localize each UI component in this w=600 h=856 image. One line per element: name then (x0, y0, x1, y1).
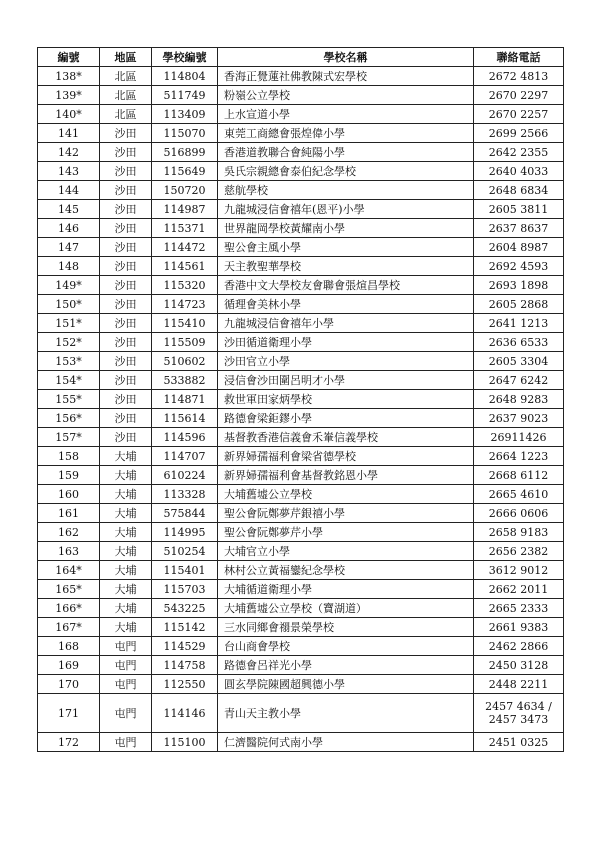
cell-school-code: 115320 (152, 276, 218, 295)
cell-school-code: 115614 (152, 409, 218, 428)
table-row (38, 314, 564, 333)
cell-phone (474, 694, 564, 733)
table-row (38, 371, 564, 390)
phone-number: 2457 4634 / (485, 700, 552, 713)
cell-district: 沙田 (100, 200, 152, 219)
cell-number: 146 (38, 219, 100, 238)
cell-school-name: 東莞工商總會張煌偉小學 (218, 124, 474, 143)
cell-phone (474, 466, 564, 485)
cell-phone (474, 390, 564, 409)
cell-school-name: 香港中文大學校友會聯會張煊昌學校 (218, 276, 474, 295)
cell-school-name: 基督教香港信義會禾輋信義學校 (218, 428, 474, 447)
cell-phone (474, 580, 564, 599)
phone-number: 2656 2382 (488, 544, 549, 558)
cell-school-name: 慈航學校 (218, 181, 474, 200)
phone-number: 3612 9012 (488, 563, 549, 577)
cell-number: 151* (38, 314, 100, 333)
cell-school-name: 圓玄學院陳國超興德小學 (218, 675, 474, 694)
table-row (38, 618, 564, 637)
cell-district: 沙田 (100, 143, 152, 162)
cell-phone (474, 485, 564, 504)
cell-school-code: 114804 (152, 67, 218, 86)
cell-district: 大埔 (100, 504, 152, 523)
table-row (38, 390, 564, 409)
cell-phone (474, 181, 564, 200)
phone-number: 2636 6533 (488, 335, 549, 349)
cell-district: 沙田 (100, 333, 152, 352)
cell-school-code: 115142 (152, 618, 218, 637)
school-table (37, 47, 564, 752)
phone-number: 26911426 (490, 430, 547, 444)
cell-district: 北區 (100, 86, 152, 105)
cell-phone (474, 523, 564, 542)
cell-number: 155* (38, 390, 100, 409)
cell-number: 152* (38, 333, 100, 352)
phone-number: 2670 2297 (488, 88, 549, 102)
cell-phone (474, 86, 564, 105)
cell-school-code: 511749 (152, 86, 218, 105)
cell-school-name: 上水宣道小學 (218, 105, 474, 124)
cell-district: 大埔 (100, 599, 152, 618)
cell-school-code: 114561 (152, 257, 218, 276)
cell-school-code: 113328 (152, 485, 218, 504)
cell-phone (474, 733, 564, 752)
cell-phone (474, 124, 564, 143)
cell-school-name: 仁濟醫院何式南小學 (218, 733, 474, 752)
cell-school-code: 115509 (152, 333, 218, 352)
cell-school-name: 大埔舊墟公立學校 (218, 485, 474, 504)
cell-phone (474, 67, 564, 86)
table-row (38, 295, 564, 314)
cell-school-name: 天主教聖華學校 (218, 257, 474, 276)
cell-district: 沙田 (100, 371, 152, 390)
cell-number: 148 (38, 257, 100, 276)
cell-number: 144 (38, 181, 100, 200)
cell-school-code: 150720 (152, 181, 218, 200)
cell-district: 北區 (100, 105, 152, 124)
phone-number: 2664 1223 (488, 449, 549, 463)
phone-number: 2693 1898 (488, 278, 549, 292)
phone-number: 2451 0325 (488, 735, 549, 749)
phone-number: 2637 8637 (488, 221, 549, 235)
table-row (38, 694, 564, 733)
cell-school-code: 114723 (152, 295, 218, 314)
cell-school-name: 九龍城浸信會禧年(恩平)小學 (218, 200, 474, 219)
cell-district: 屯門 (100, 694, 152, 733)
cell-school-name: 大埔循道衛理小學 (218, 580, 474, 599)
cell-school-name: 新界婦孺福利會基督教銘恩小學 (218, 466, 474, 485)
cell-school-code: 114758 (152, 656, 218, 675)
cell-school-name: 大埔舊墟公立學校（寶湖道） (218, 599, 474, 618)
cell-phone (474, 295, 564, 314)
cell-district: 沙田 (100, 238, 152, 257)
cell-school-code: 114472 (152, 238, 218, 257)
phone-number: 2658 9183 (488, 525, 549, 539)
cell-school-code: 114871 (152, 390, 218, 409)
cell-district: 大埔 (100, 618, 152, 637)
cell-school-code: 115070 (152, 124, 218, 143)
header-school-name: 學校名稱 (218, 48, 474, 67)
cell-district: 沙田 (100, 181, 152, 200)
cell-number: 153* (38, 352, 100, 371)
phone-number: 2668 6112 (488, 468, 549, 482)
cell-school-code: 543225 (152, 599, 218, 618)
cell-school-code: 114707 (152, 447, 218, 466)
phone-number: 2641 1213 (488, 316, 549, 330)
phone-number: 2670 2257 (488, 107, 549, 121)
phone-number: 2662 2011 (488, 582, 549, 596)
cell-number: 168 (38, 637, 100, 656)
cell-school-code: 114529 (152, 637, 218, 656)
cell-school-code: 610224 (152, 466, 218, 485)
cell-school-code: 115703 (152, 580, 218, 599)
table-row (38, 238, 564, 257)
cell-phone (474, 504, 564, 523)
cell-school-code: 516899 (152, 143, 218, 162)
cell-school-code: 112550 (152, 675, 218, 694)
cell-number: 139* (38, 86, 100, 105)
cell-phone (474, 352, 564, 371)
cell-number: 158 (38, 447, 100, 466)
cell-number: 154* (38, 371, 100, 390)
phone-number: 2462 2866 (488, 639, 549, 653)
cell-number: 147 (38, 238, 100, 257)
cell-school-code: 510254 (152, 542, 218, 561)
table-row (38, 542, 564, 561)
cell-school-name: 林村公立黃福鑾紀念學校 (218, 561, 474, 580)
phone-number: 2642 2355 (488, 145, 549, 159)
phone-number: 2692 4593 (488, 259, 549, 273)
cell-school-name: 沙田循道衛理小學 (218, 333, 474, 352)
cell-number: 171 (38, 694, 100, 733)
cell-district: 沙田 (100, 257, 152, 276)
cell-school-name: 聖公會阮鄭夢芹小學 (218, 523, 474, 542)
cell-school-name: 聖公會阮鄭夢芹銀禧小學 (218, 504, 474, 523)
table-row (38, 561, 564, 580)
phone-number: 2605 3304 (488, 354, 549, 368)
table-header-row (38, 48, 564, 67)
cell-number: 149* (38, 276, 100, 295)
header-district: 地區 (100, 48, 152, 67)
cell-school-name: 三水同鄉會禤景榮學校 (218, 618, 474, 637)
table-row (38, 124, 564, 143)
phone-number: 2665 4610 (488, 487, 549, 501)
cell-number: 156* (38, 409, 100, 428)
cell-district: 沙田 (100, 124, 152, 143)
phone-number: 2605 2868 (488, 297, 549, 311)
phone-number: 2448 2211 (488, 677, 549, 691)
cell-district: 大埔 (100, 447, 152, 466)
cell-school-name: 沙田官立小學 (218, 352, 474, 371)
cell-school-name: 粉嶺公立學校 (218, 86, 474, 105)
cell-district: 沙田 (100, 352, 152, 371)
cell-phone (474, 656, 564, 675)
cell-number: 141 (38, 124, 100, 143)
cell-phone (474, 542, 564, 561)
table-row (38, 257, 564, 276)
cell-phone (474, 257, 564, 276)
phone-number: 2666 0606 (488, 506, 549, 520)
cell-phone (474, 409, 564, 428)
cell-number: 160 (38, 485, 100, 504)
phone-number: 2450 3128 (488, 658, 549, 672)
cell-district: 沙田 (100, 295, 152, 314)
cell-school-code: 115410 (152, 314, 218, 333)
cell-number: 143 (38, 162, 100, 181)
cell-district: 大埔 (100, 466, 152, 485)
cell-district: 沙田 (100, 409, 152, 428)
table-row (38, 409, 564, 428)
cell-school-name: 路德會梁鉅鏐小學 (218, 409, 474, 428)
cell-district: 沙田 (100, 276, 152, 295)
table-row (38, 105, 564, 124)
table-row (38, 656, 564, 675)
cell-district: 大埔 (100, 523, 152, 542)
phone-number: 2699 2566 (488, 126, 549, 140)
cell-phone (474, 428, 564, 447)
cell-school-code: 114987 (152, 200, 218, 219)
cell-phone (474, 561, 564, 580)
cell-school-code: 115401 (152, 561, 218, 580)
cell-phone (474, 637, 564, 656)
cell-district: 屯門 (100, 656, 152, 675)
cell-district: 北區 (100, 67, 152, 86)
cell-phone (474, 371, 564, 390)
cell-number: 170 (38, 675, 100, 694)
cell-district: 大埔 (100, 485, 152, 504)
cell-school-code: 575844 (152, 504, 218, 523)
cell-phone (474, 675, 564, 694)
cell-school-name: 九龍城浸信會禧年小學 (218, 314, 474, 333)
cell-phone (474, 618, 564, 637)
header-phone: 聯絡電話 (474, 48, 564, 67)
table-row (38, 504, 564, 523)
cell-number: 150* (38, 295, 100, 314)
table-row (38, 466, 564, 485)
cell-school-code: 114596 (152, 428, 218, 447)
table-row (38, 276, 564, 295)
cell-district: 屯門 (100, 675, 152, 694)
cell-phone (474, 333, 564, 352)
cell-phone (474, 447, 564, 466)
cell-number: 166* (38, 599, 100, 618)
table-row (38, 143, 564, 162)
cell-phone (474, 238, 564, 257)
phone-number: 2604 8987 (488, 240, 549, 254)
cell-number: 165* (38, 580, 100, 599)
cell-school-code: 113409 (152, 105, 218, 124)
cell-phone (474, 143, 564, 162)
cell-phone (474, 276, 564, 295)
cell-school-name: 香海正覺蓮社佛教陳式宏學校 (218, 67, 474, 86)
cell-number: 169 (38, 656, 100, 675)
phone-number: 2605 3811 (488, 202, 549, 216)
table-row (38, 637, 564, 656)
cell-number: 159 (38, 466, 100, 485)
cell-school-name: 台山商會學校 (218, 637, 474, 656)
table-row (38, 219, 564, 238)
table-row (38, 67, 564, 86)
phone-number: 2665 2333 (488, 601, 549, 615)
cell-number: 172 (38, 733, 100, 752)
cell-school-name: 路德會呂祥光小學 (218, 656, 474, 675)
cell-number: 167* (38, 618, 100, 637)
cell-district: 沙田 (100, 428, 152, 447)
cell-number: 142 (38, 143, 100, 162)
cell-district: 沙田 (100, 219, 152, 238)
phone-number: 2637 9023 (488, 411, 549, 425)
header-number: 編號 (38, 48, 100, 67)
cell-school-code: 115371 (152, 219, 218, 238)
cell-school-code: 114995 (152, 523, 218, 542)
cell-number: 162 (38, 523, 100, 542)
cell-number: 140* (38, 105, 100, 124)
cell-phone (474, 105, 564, 124)
cell-school-name: 循理會美林小學 (218, 295, 474, 314)
document-page (37, 47, 563, 752)
header-school-code: 學校編號 (152, 48, 218, 67)
table-row (38, 200, 564, 219)
cell-phone (474, 200, 564, 219)
cell-school-name: 新界婦孺福利會梁省德學校 (218, 447, 474, 466)
cell-district: 大埔 (100, 542, 152, 561)
cell-number: 145 (38, 200, 100, 219)
table-row (38, 181, 564, 200)
cell-school-code: 533882 (152, 371, 218, 390)
cell-school-code: 510602 (152, 352, 218, 371)
cell-phone (474, 162, 564, 181)
phone-number: 2672 4813 (488, 69, 549, 83)
cell-number: 138* (38, 67, 100, 86)
table-row (38, 485, 564, 504)
cell-school-name: 聖公會主風小學 (218, 238, 474, 257)
cell-district: 沙田 (100, 314, 152, 333)
table-row (38, 352, 564, 371)
cell-number: 163 (38, 542, 100, 561)
cell-district: 沙田 (100, 162, 152, 181)
cell-district: 大埔 (100, 580, 152, 599)
table-row (38, 428, 564, 447)
table-row (38, 675, 564, 694)
cell-phone (474, 314, 564, 333)
cell-school-name: 大埔官立小學 (218, 542, 474, 561)
table-body (38, 67, 564, 752)
cell-school-name: 救世軍田家炳學校 (218, 390, 474, 409)
cell-number: 157* (38, 428, 100, 447)
cell-school-name: 世界龍岡學校黃耀南小學 (218, 219, 474, 238)
table-row (38, 333, 564, 352)
table-row (38, 599, 564, 618)
phone-number: 2457 3473 (488, 713, 549, 726)
cell-school-code: 115649 (152, 162, 218, 181)
cell-number: 161 (38, 504, 100, 523)
table-row (38, 447, 564, 466)
table-row (38, 162, 564, 181)
phone-number: 2648 6834 (488, 183, 549, 197)
cell-district: 屯門 (100, 733, 152, 752)
table-row (38, 86, 564, 105)
cell-school-name: 青山天主教小學 (218, 694, 474, 733)
phone-number: 2661 9383 (488, 620, 549, 634)
cell-school-name: 吳氏宗親總會泰伯紀念學校 (218, 162, 474, 181)
cell-school-code: 114146 (152, 694, 218, 733)
cell-phone (474, 599, 564, 618)
phone-number: 2648 9283 (488, 392, 549, 406)
cell-district: 屯門 (100, 637, 152, 656)
table-row (38, 580, 564, 599)
phone-number: 2640 4033 (488, 164, 549, 178)
cell-number: 164* (38, 561, 100, 580)
phone-number: 2647 6242 (488, 373, 549, 387)
cell-school-code: 115100 (152, 733, 218, 752)
table-row (38, 733, 564, 752)
cell-phone (474, 219, 564, 238)
cell-school-name: 香港道教聯合會純陽小學 (218, 143, 474, 162)
table-row (38, 523, 564, 542)
cell-district: 沙田 (100, 390, 152, 409)
cell-district: 大埔 (100, 561, 152, 580)
cell-school-name: 浸信會沙田圍呂明才小學 (218, 371, 474, 390)
